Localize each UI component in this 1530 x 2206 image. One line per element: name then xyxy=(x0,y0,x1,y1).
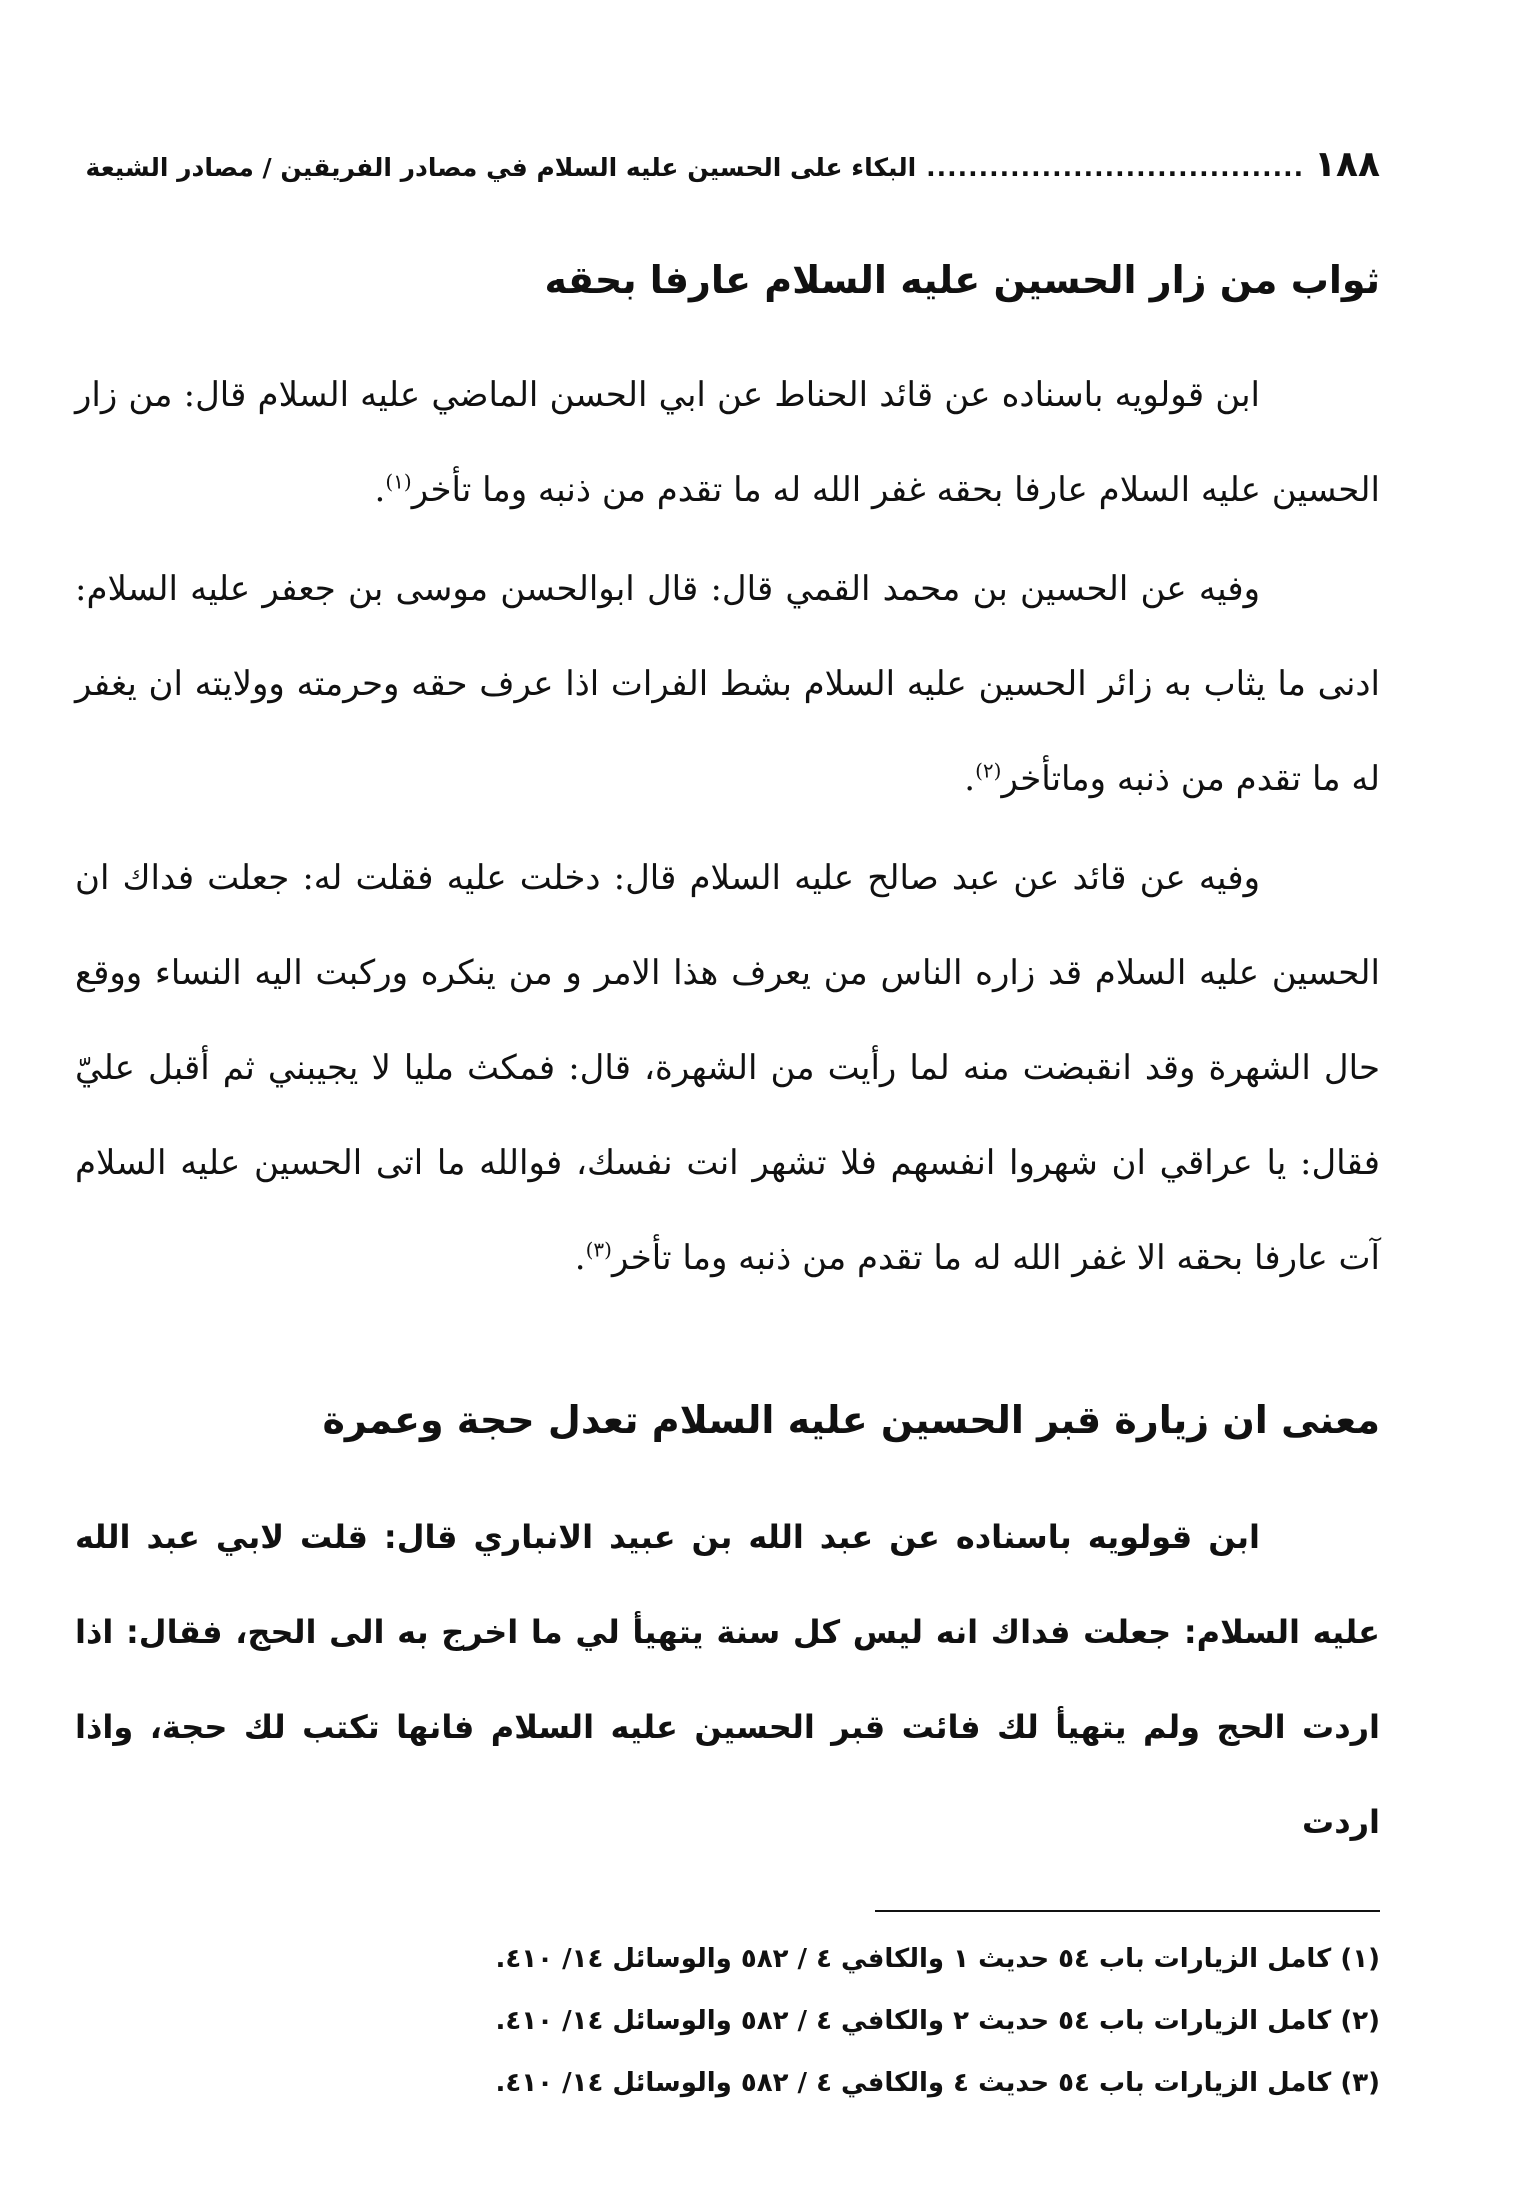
paragraph-4 xyxy=(75,1490,1380,1870)
paragraph-2 xyxy=(75,542,1380,827)
leader-dots: .................................... xyxy=(926,153,1305,182)
paragraph-3 xyxy=(75,831,1380,1306)
book-page xyxy=(75,140,1380,2114)
running-header xyxy=(75,140,1380,190)
footnote-ref-2[interactable]: (٢) xyxy=(975,758,1002,783)
section-heading-1: ثواب من زار الحسين عليه السلام عارفا بحقه xyxy=(544,258,1380,302)
footnote-3: (٣) كامل الزيارات باب ٥٤ حديث ٤ والكافي ٤ / ٥٨٢ والوسائل ١٤/ ٤١٠. xyxy=(495,2068,1380,2098)
footnote-divider xyxy=(875,1910,1380,1912)
paragraph-text: وفيه عن الحسين بن محمد القمي قال: قال ابوالحسن موسى بن جعفر عليه السلام: ادنى ما يثاب به زائر الحسين عليه السلام بشط الفرات اذا عرف حقه وحرمته وولايته ان يغفر له ما تقدم من ذنبه وماتأخر xyxy=(75,569,1380,799)
running-title: البكاء على الحسين عليه السلام في مصادر الفريقين / مصادر الشيعة xyxy=(85,153,917,182)
footnote-2: (٢) كامل الزيارات باب ٥٤ حديث ٢ والكافي ٤ / ٥٨٢ والوسائل ١٤/ ٤١٠. xyxy=(495,2006,1380,2036)
paragraph-text: وفيه عن قائد عن عبد صالح عليه السلام قال: دخلت عليه فقلت له: جعلت فداك ان الحسين عليه السلام قد زاره الناس من يعرف هذا الامر و من ينكره وركبت اليه النساء ووقع حال الشهرة وقد انقبضت منه لما رأيت من الشهرة، قال: فمكث مليا لا يجيبني ثم أقبل عليّ فقال: يا عراقي ان شهروا انفسهم فلا تشهر انت نفسك، فوالله ما اتى الحسين عليه السلام آت عارفا بحقه الا غفر الله له ما تقدم من ذنبه وما تأخر xyxy=(75,858,1380,1278)
page-number: ١٨٨ xyxy=(1314,144,1380,185)
paragraph-1 xyxy=(75,348,1380,538)
footnotes xyxy=(75,1928,1380,2114)
footnote-ref-1[interactable]: (١) xyxy=(385,469,412,494)
paragraph-end: . xyxy=(574,1238,586,1278)
paragraph-text: ابن قولويه باسناده عن عبد الله بن عبيد الانباري قال: قلت لابي عبد الله عليه السلام: جعلت فداك انه ليس كل سنة يتهيأ لي ما اخرج به الى الحج، فقال: اذا اردت الحج ولم يتهيأ لك فائت قبر الحسين عليه السلام فانها تكتب لك حجة، واذا اردت xyxy=(75,1518,1380,1841)
footnote-ref-3[interactable]: (٣) xyxy=(585,1237,612,1262)
paragraph-end: . xyxy=(374,470,386,510)
footnote-1: (١) كامل الزيارات باب ٥٤ حديث ١ والكافي ٤ / ٥٨٢ والوسائل ١٤/ ٤١٠. xyxy=(495,1944,1380,1974)
paragraph-text: ابن قولويه باسناده عن قائد الحناط عن ابي الحسن الماضي عليه السلام قال: من زار الحسين عليه السلام عارفا بحقه غفر الله له ما تقدم من ذنبه وما تأخر xyxy=(75,375,1380,510)
paragraph-end: . xyxy=(964,759,976,799)
section-heading-2: معنى ان زيارة قبر الحسين عليه السلام تعدل حجة وعمرة xyxy=(322,1398,1380,1442)
